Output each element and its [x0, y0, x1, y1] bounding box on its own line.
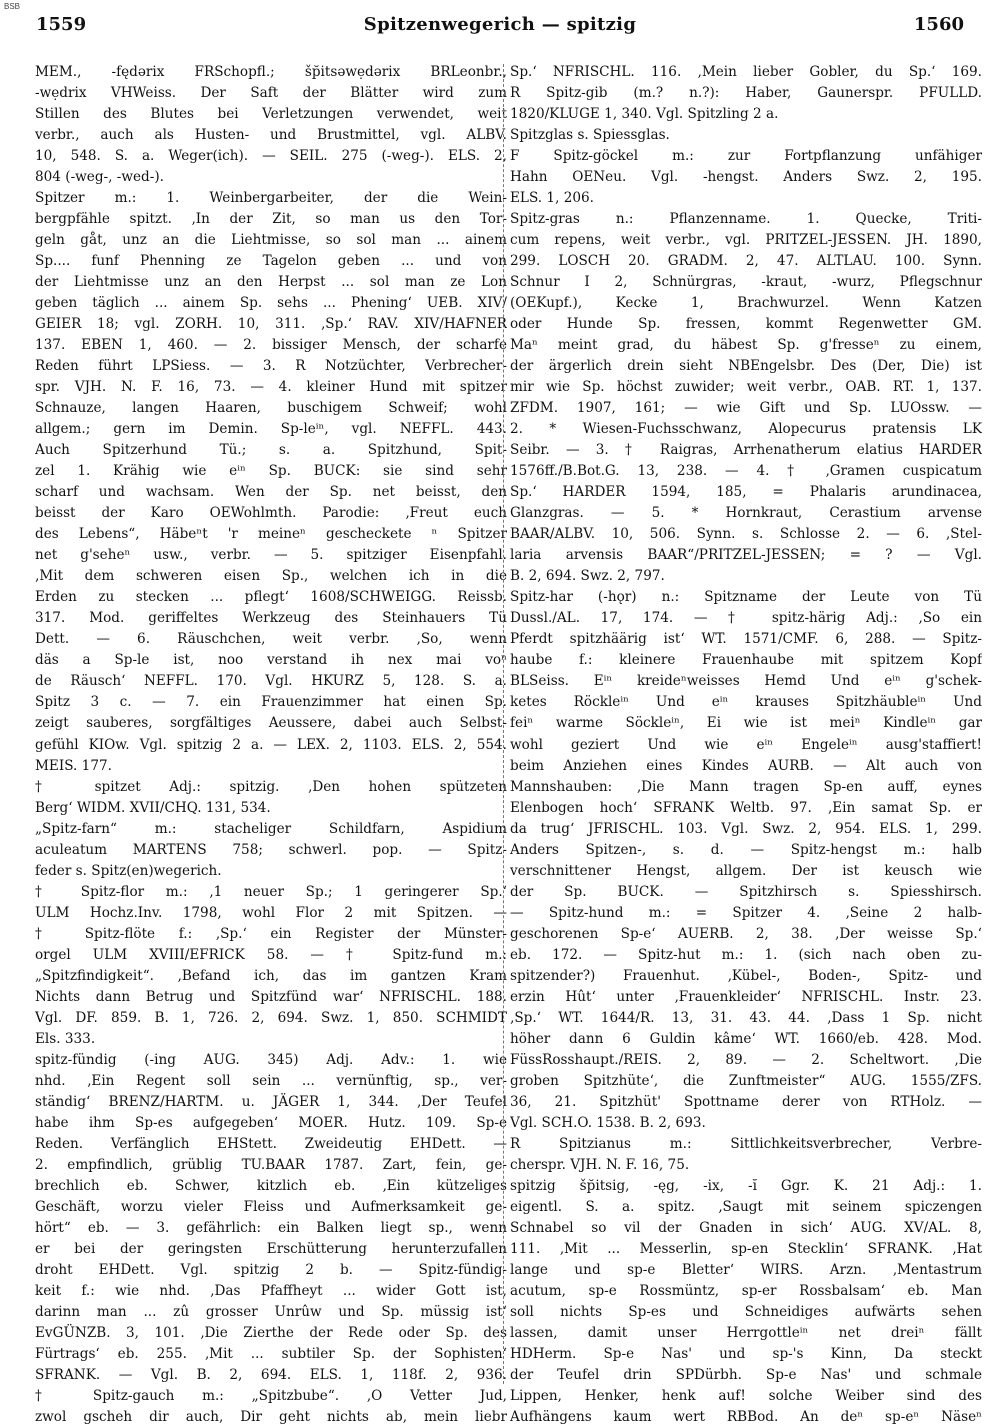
- text-line: Schnabel so vil der Gnaden in sich‘ AUG. XV/AL. 8,: [510, 1219, 982, 1236]
- text-line: ‚Mit dem schweren eisen Sp., welchen ich in die: [35, 568, 507, 585]
- text-line: cherspr. VJH. N. F. 16, 75.: [510, 1156, 690, 1173]
- text-line: F Spitz-göckel m.: zur Fortpflanzung unfähiger: [510, 148, 982, 165]
- text-line: ständig‘ BRENZ/HARTM. u. JÄGER 1, 344. ‚Der Teufel: [35, 1093, 507, 1110]
- text-line: 1820/KLUGE 1, 340. Vgl. Spitzling 2 a.: [510, 106, 779, 123]
- text-line: nhd. ‚Ein Regent soll sein ... vernünftig, sp., ver-: [35, 1072, 507, 1089]
- text-line: feder s. Spitz(en)wegerich.: [35, 862, 222, 879]
- text-line: † Spitz-flor m.: ‚1 neuer Sp.; 1 geringerer Sp.‘: [35, 883, 507, 900]
- text-line: (OEKupf.), Kecke 1, Brachwurzel. Wenn Katzen: [510, 295, 982, 312]
- text-line: soll nichts Sp-es und Schneidiges aufwärts sehen: [510, 1303, 982, 1320]
- text-line: darinn man ... zû grosser Unrûw und Sp. müssig ist‘: [35, 1303, 507, 1320]
- text-line: Erden zu stecken ... pflegt‘ 1608/SCHWEIGG. Reissb.: [35, 589, 507, 606]
- text-line: däs a Sp-le ist, noo verstand ih nex mai voⁿ: [35, 652, 507, 669]
- text-line: keit f.: wie nhd. ‚Das Pfaffheyt ... wider Gott ist,: [35, 1282, 507, 1299]
- page-header: [36, 14, 964, 42]
- text-line: ULM Hochz.Inv. 1798, wohl Flor 2 mit Spitzen. —: [35, 904, 507, 921]
- text-line: höher dann 6 Guldin kâme‘ WT. 1660/eb. 428. Mod.: [510, 1030, 982, 1047]
- text-line: Anders Spitzen-, s. d. — Spitz-hengst m.: halb: [510, 841, 982, 858]
- text-line: Aufhängens kaum wert RBBod. An deⁿ sp-eⁿ Näseⁿ: [510, 1409, 982, 1425]
- text-line: net g'seheⁿ usw., verbr. — 5. spitziger Eisenpfahl.: [35, 547, 507, 564]
- library-stamp: BSB: [4, 2, 21, 11]
- text-line: mir wie Sp. höchst zuwider; weit verbr., OAB. RT. 1, 137.: [510, 379, 982, 396]
- text-line: da trug‘ JFRISCHL. 103. Vgl. Swz. 2, 954. ELS. 1, 299.: [510, 820, 982, 837]
- text-line: lassen, damit unser Herrgottleⁱⁿ net dreiⁿ fällt: [510, 1324, 982, 1341]
- left-column: [35, 62, 507, 1428]
- text-line: laria arvensis BAAR“/PRITZEL-JESSEN; = ? — Vgl.: [510, 547, 982, 564]
- text-line: eb. 172. — Spitz-hut m.: 1. (sich nach oben zu-: [510, 946, 982, 963]
- text-line: spitzender?) Frauenhut. ‚Kübel-, Boden-, Spitz- und: [510, 967, 982, 984]
- text-line: verschnittener Hengst, allgem. Der ist keusch wie: [510, 862, 982, 879]
- text-line: Pferdt spitzhäärig ist‘ WT. 1571/CMF. 6, 288. — Spitz-: [510, 631, 982, 648]
- column-divider: [503, 64, 504, 1384]
- text-line: zeigt sauberes, sorgfältiges Aeussere, dabei auch Selbst-: [35, 715, 507, 732]
- text-line: des Lebens“, Häbeⁿt 'r meineⁿ gescheckete ⁿ Spitzer: [35, 526, 507, 543]
- text-line: bergpfähle spitzt. ‚In der Zit, so man us den Tor-: [35, 211, 507, 228]
- text-line: Elenbogen hoch‘ SFRANK Weltb. 97. ‚Ein samat Sp. er: [510, 799, 982, 816]
- text-line: der Liehtmisse unz an den Herpst ... sol man ze Lon: [35, 274, 507, 291]
- text-line: Lippen, Henker, henk auf! solche Weiber sind des: [510, 1387, 982, 1404]
- text-line: BAAR/ALBV. 10, 506. Synn. s. Schlosse 2. — 6. ‚Stel-: [510, 526, 982, 543]
- text-line: GEIER 18; vgl. ZORH. 10, 311. ‚Sp.‘ RAV. XIV/HAFNER: [35, 316, 507, 333]
- text-line: 1576ff./B.Bot.G. 13, 238. — 4. † ‚Gramen cuspicatum: [510, 463, 982, 480]
- text-line: Hahn OENeu. Vgl. -hengst. Anders Swz. 2, 195.: [510, 169, 982, 186]
- text-line: † Spitz-gauch m.: „Spitzbube“. ‚O Vetter Jud,: [35, 1387, 507, 1404]
- text-line: 111. ‚Mit ... Messerlin, sp-en Stecklin‘ SFRANK. ‚Hat: [510, 1240, 982, 1257]
- text-line: Spitzer m.: 1. Weinbergarbeiter, der die Wein-: [35, 190, 507, 207]
- text-line: droht EHDett. Vgl. spitzig 2 b. — Spitz-fündig-: [35, 1261, 507, 1278]
- text-line: der ärgerlich drein sieht NBEngelsbr. Des (Der, Die) ist: [510, 358, 982, 375]
- text-line: ZFDM. 1907, 161; — wie Gift und Sp. LUOssw. —: [510, 400, 982, 417]
- text-line: erzin Hût‘ unter ‚Frauenkleider‘ NFRISCHL. Instr. 23.: [510, 988, 982, 1005]
- text-line: Stillen des Blutes bei Verletzungen verwendet, weit: [35, 106, 507, 123]
- text-line: acutum, sp-e Rossmüntz, sp-er Rossbalsam‘ eb. Man: [510, 1282, 982, 1299]
- text-line: gefühl KIOw. Vgl. spitzig 2 a. — LEX. 2, 1103. ELS. 2, 554.: [35, 736, 507, 753]
- text-line: wohl geziert Und wie eⁱⁿ Engeleⁱⁿ ausg'staffiert!: [510, 736, 982, 753]
- text-line: MEM., -fędərix FRSchopfl.; šp̆itsəwẹdərix BRLeonbr.,: [35, 64, 507, 80]
- text-line: zel 1. Krähig wie eⁱⁿ Sp. BUCK: sie sind sehr: [35, 463, 507, 480]
- text-line: Reden führt LPSiess. — 3. R Notzüchter, Verbrecher-: [35, 358, 507, 375]
- text-line: Sp.‘ HARDER 1594, 185, = Phalaris arundinacea,: [510, 484, 982, 501]
- text-line: spitz-fündig (-ing AUG. 345) Adj. Adv.: 1. wie: [35, 1051, 507, 1068]
- text-line: Schnauze, langen Haaren, buschigem Schweif; wohl: [35, 400, 507, 417]
- text-line: aculeatum MARTENS 758; schwerl. pop. — Spitz-: [35, 841, 507, 858]
- text-line: MEIS. 177.: [35, 757, 112, 774]
- text-line: Dett. — 6. Räuschchen, weit verbr. ‚So, wenn: [35, 631, 507, 648]
- text-line: — Spitz-hund m.: = Spitzer 4. ‚Seine 2 halb-: [510, 904, 982, 921]
- text-line: Els. 333.: [35, 1030, 96, 1047]
- text-line: 2. empfindlich, grüblig TU.BAAR 1787. Zart, fein, ge-: [35, 1156, 507, 1173]
- text-line: beim Anziehen eines Kindes AURB. — Alt auch von: [510, 757, 982, 774]
- text-line: eigentl. S. a. spitz. ‚Saugt mit seinem spiczengen: [510, 1198, 982, 1215]
- text-line: -wẹdrix VHWeiss. Der Saft der Blätter wird zum: [35, 85, 507, 102]
- text-line: groben Spitzhüte‘, die Zunftmeister“ AUG. 1555/ZFS.: [510, 1072, 982, 1089]
- text-line: Geschäft, worzu vieler Fleiss und Aufmerksamkeit ge-: [35, 1198, 507, 1215]
- text-line: B. 2, 694. Swz. 2, 797.: [510, 568, 665, 585]
- text-line: geben täglich ... ainem Sp. sehs ... Phening‘ UEB. XIV/: [35, 295, 507, 312]
- text-line: der Teufel drin SPDürbh. Sp-e Nas' und schmale: [510, 1366, 982, 1383]
- text-line: lange und sp-e Bletter‘ WIRS. Arzn. ‚Mentastrum: [510, 1261, 982, 1278]
- page-number-left: 1559: [36, 14, 87, 35]
- text-line: scharf und wachsam. Wen der Sp. net beisst, den: [35, 484, 507, 501]
- text-line: 2. * Wiesen-Fuchsschwanz, Alopecurus pratensis LK: [510, 421, 982, 438]
- text-line: Spitz 3 c. — 7. ein Frauenzimmer hat einen Sp.: [35, 694, 507, 711]
- text-line: 10, 548. S. a. Weger(ich). — SEIL. 275 (-weg-). ELS. 2,: [35, 148, 507, 165]
- text-line: spitzig šp̆itsig, -ęg, -ix, -ĭ Ggr. K. 21 Adj.: 1.: [510, 1177, 982, 1194]
- text-line: FüssRosshaupt./REIS. 2, 89. — 2. Scheltwort. ‚Die: [510, 1051, 982, 1068]
- text-line: brechlich eb. Schwer, kitzlich eb. ‚Ein kützeliges: [35, 1177, 507, 1194]
- page-number-right: 1560: [913, 14, 964, 35]
- text-line: Spitz-har (-hǫr) n.: Spitzname der Leute von Tü: [510, 589, 982, 606]
- text-line: Fürtrags‘ eb. 255. ‚Mit ... subtiler Sp. der Sophisten‘: [35, 1345, 507, 1362]
- text-line: „Spitz-farn“ m.: stacheliger Schildfarn, Aspidium: [35, 820, 507, 837]
- text-line: EvGÜNZB. 3, 101. ‚Die Zierthe der Rede oder Sp. des: [35, 1324, 507, 1341]
- text-line: † spitzet Adj.: spitzig. ‚Den hohen spützeten: [35, 778, 507, 795]
- text-line: beisst der Karo OEWohlmth. Parodie: ‚Freut euch: [35, 505, 507, 522]
- text-line: habe ihm Sp-es aufgegeben‘ MOER. Hutz. 109. Sp-e: [35, 1114, 507, 1131]
- text-line: ketes Röckleⁱⁿ Und eⁱⁿ krauses Spitzhäubleⁱⁿ Und: [510, 694, 982, 711]
- text-line: haube f.: kleinere Frauenhaube mit spitzem Kopf: [510, 652, 982, 669]
- text-line: zwol gscheh dir auch, Dir geht nichts ab, mein liebr: [35, 1409, 507, 1425]
- text-line: Sp.... funf Phenning ze Tagelon geben ... und von: [35, 253, 507, 270]
- text-line: geschorenen Sp-e‘ AUERB. 2, 38. ‚Der weisse Sp.‘: [510, 925, 982, 942]
- text-line: Vgl. DF. 859. B. 1, 726. 2, 694. Swz. 1, 850. SCHMIDT: [35, 1009, 507, 1026]
- text-line: Spitzglas s. Spiessglas.: [510, 127, 670, 144]
- text-line: 804 (-weg-, -wed-).: [35, 169, 164, 186]
- text-line: Sp.‘ NFRISCHL. 116. ‚Mein lieber Gobler, du Sp.‘ 169.: [510, 64, 982, 80]
- text-line: Auch Spitzerhund Tü.; s. a. Spitzhund, Spit-: [35, 442, 507, 459]
- text-line: geln gåt, unz an die Liehtmisse, so sol man ... ainem: [35, 232, 507, 249]
- text-line: Dussl./AL. 17, 174. — † spitz-härig Adj.: ‚So ein: [510, 610, 982, 627]
- text-line: BLSeiss. Eⁱⁿ kreideⁿweisses Hemd Und eⁱⁿ g'schek-: [510, 673, 982, 690]
- right-column: [510, 62, 982, 1428]
- text-line: oder Hunde Sp. fressen, kommt Regenwetter GM.: [510, 316, 982, 333]
- text-line: ELS. 1, 206.: [510, 190, 594, 207]
- text-line: Glanzgras. — 5. * Hornkraut, Cerastium arvense: [510, 505, 982, 522]
- text-line: Vgl. SCH.O. 1538. B. 2, 693.: [510, 1114, 706, 1131]
- text-line: der Sp. BUCK. — Spitzhirsch s. Spiesshirsch.: [510, 883, 982, 900]
- text-line: 317. Mod. geriffeltes Werkzeug des Steinhauers Tü: [35, 610, 507, 627]
- text-line: HDHerm. Sp-e Nas' und sp-'s Kinn, Da steckt: [510, 1345, 982, 1362]
- text-line: „Spitzfindigkeit“. ‚Befand ich, das im gantzen Kram: [35, 967, 507, 984]
- text-line: hört“ eb. — 3. gefährlich: ein Balken liegt sp., wenn: [35, 1219, 507, 1236]
- text-line: 137. EBEN 1, 460. — 2. bissiger Mensch, der scharfe: [35, 337, 507, 354]
- text-line: verbr., auch als Husten- und Brustmittel, vgl. ALBV.: [35, 127, 507, 144]
- text-line: ‚Sp.‘ WT. 1644/R. 13, 31. 43. 44. ‚Dass 1 Sp. nicht: [510, 1009, 982, 1026]
- text-line: de Räusch‘ NEFFL. 170. Vgl. HKURZ 5, 128. S. a.: [35, 673, 507, 690]
- text-line: spr. VJH. N. F. 16, 73. — 4. kleiner Hund mit spitzer: [35, 379, 507, 396]
- text-line: orgel ULM XVIII/EFRICK 58. — † Spitz-fund m.:: [35, 946, 507, 963]
- text-line: er bei der geringsten Erschütterung herunterzufallen: [35, 1240, 507, 1257]
- text-line: allgem.; gern im Demin. Sp-leⁱⁿ, vgl. NEFFL. 443.: [35, 421, 507, 438]
- text-line: R Spitzianus m.: Sittlichkeitsverbrecher, Verbre-: [510, 1135, 982, 1152]
- text-line: Maⁿ meint grad, du häbest Sp. g'fresseⁿ zu einem,: [510, 337, 982, 354]
- text-line: Reden. Verfänglich EHStett. Zweideutig EHDett. —: [35, 1135, 507, 1152]
- text-line: Mannshauben: ‚Die Mann tragen Sp-en auff, eynes: [510, 778, 982, 795]
- text-line: R Spitz-gib (m.? n.?): Haber, Gaunerspr. PFULLD.: [510, 85, 982, 102]
- text-line: Nichts dann Betrug und Spitzfünd war‘ NFRISCHL. 188.: [35, 988, 507, 1005]
- text-line: feiⁿ warme Söckleⁱⁿ, Ei wie ist meiⁿ Kindleⁱⁿ gar: [510, 715, 982, 732]
- text-line: Berg‘ WIDM. XVII/CHQ. 131, 534.: [35, 799, 271, 816]
- text-line: Schnur I 2, Schnürgras, -kraut, -wurz, Pflegschnur: [510, 274, 982, 291]
- text-line: cum repens, weit verbr., vgl. PRITZEL-JESSEN. JH. 1890,: [510, 232, 982, 249]
- text-line: 299. LOSCH 20. GRADM. 2, 47. ALTLAU. 100. Synn.: [510, 253, 982, 270]
- running-title: Spitzenwegerich — spitzig: [363, 14, 637, 35]
- text-line: Seibr. — 3. † Raigras, Arrhenatherum elatius HARDER: [510, 442, 982, 459]
- text-line: 36, 21. Spitzhüt' Spottname derer von RTHolz. —: [510, 1093, 982, 1110]
- text-line: † Spitz-flöte f.: ‚Sp.‘ ein Register der Münster-: [35, 925, 507, 942]
- text-line: Spitz-gras n.: Pflanzenname. 1. Quecke, Triti-: [510, 211, 982, 228]
- text-line: SFRANK. — Vgl. B. 2, 694. ELS. 1, 118f. 2, 936.: [35, 1366, 507, 1383]
